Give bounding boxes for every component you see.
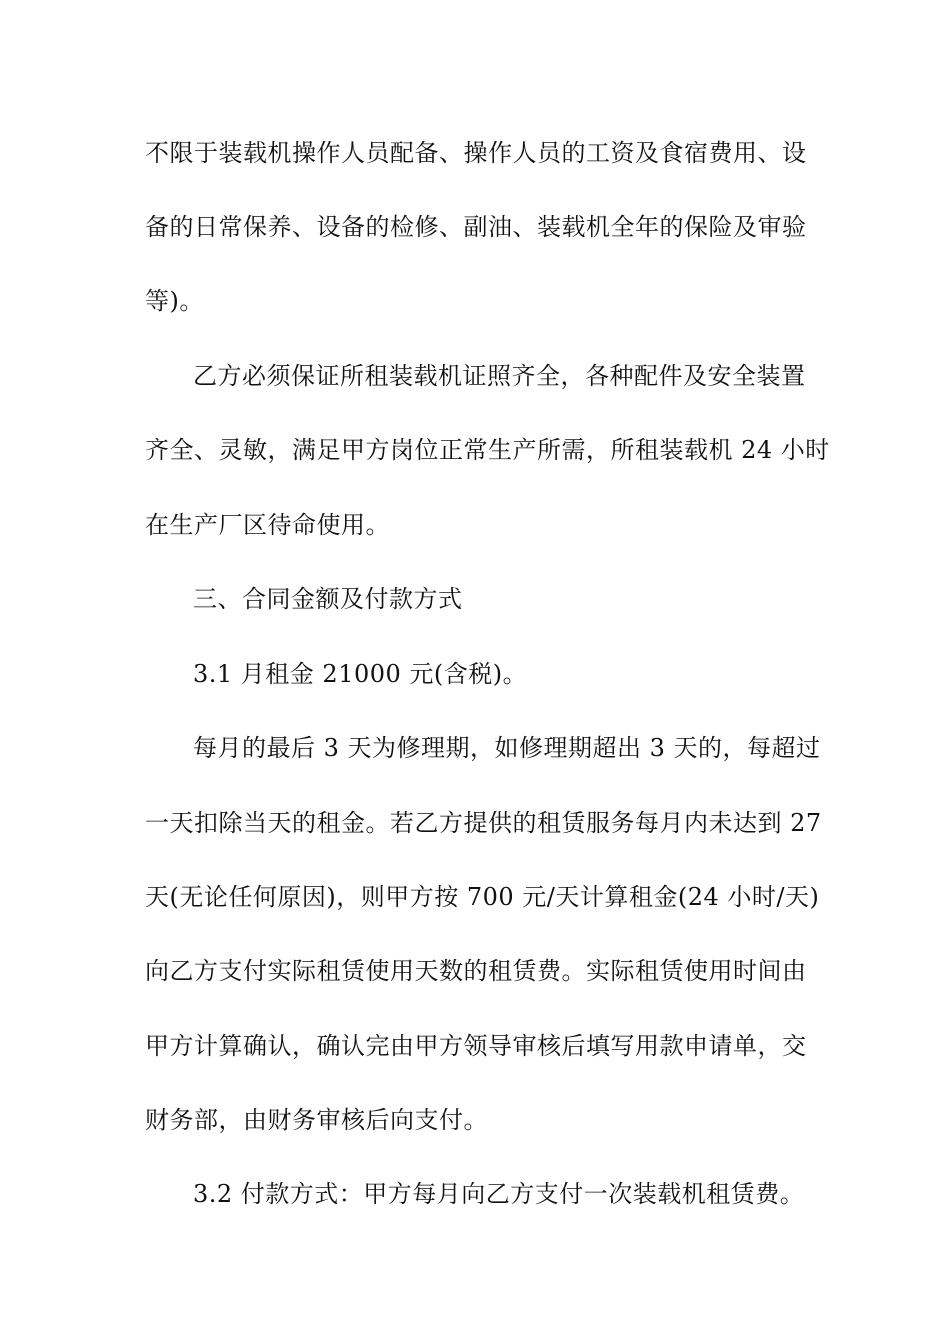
- text-line: 不限于装载机操作人员配备、操作人员的工资及食宿费用、设: [145, 139, 807, 167]
- text-line: 甲方计算确认，确认完由甲方领导审核后填写用款申请单，交: [145, 1032, 807, 1060]
- text-line: 天(无论任何原因)，则甲方按 700 元/天计算租金(24 小时/天): [145, 883, 820, 911]
- text-line: 备的日常保养、设备的检修、副油、装载机全年的保险及审验: [145, 213, 807, 241]
- paragraph-start-line: 乙方必须保证所租装载机证照齐全，各种配件及安全装置: [193, 362, 806, 390]
- text-line: 一天扣除当天的租金。若乙方提供的租赁服务每月内未达到 27: [145, 809, 822, 837]
- paragraph-start-line: 每月的最后 3 天为修理期，如修理期超出 3 天的，每超过: [193, 734, 821, 762]
- text-line: 齐全、灵敏，满足甲方岗位正常生产所需，所租装载机 24 小时: [145, 436, 830, 464]
- clause-3-1-line: 3.1 月租金 21000 元(含税)。: [193, 660, 528, 688]
- text-line: 财务部，由财务审核后向支付。: [145, 1106, 488, 1134]
- clause-3-2-line: 3.2 付款方式：甲方每月向乙方支付一次装载机租赁费。: [193, 1180, 805, 1208]
- section-heading: 三、合同金额及付款方式: [193, 585, 463, 613]
- text-line: 在生产厂区待命使用。: [145, 511, 390, 539]
- text-line: 向乙方支付实际租赁使用天数的租赁费。实际租赁使用时间由: [145, 957, 807, 985]
- text-line: 等)。: [145, 287, 204, 315]
